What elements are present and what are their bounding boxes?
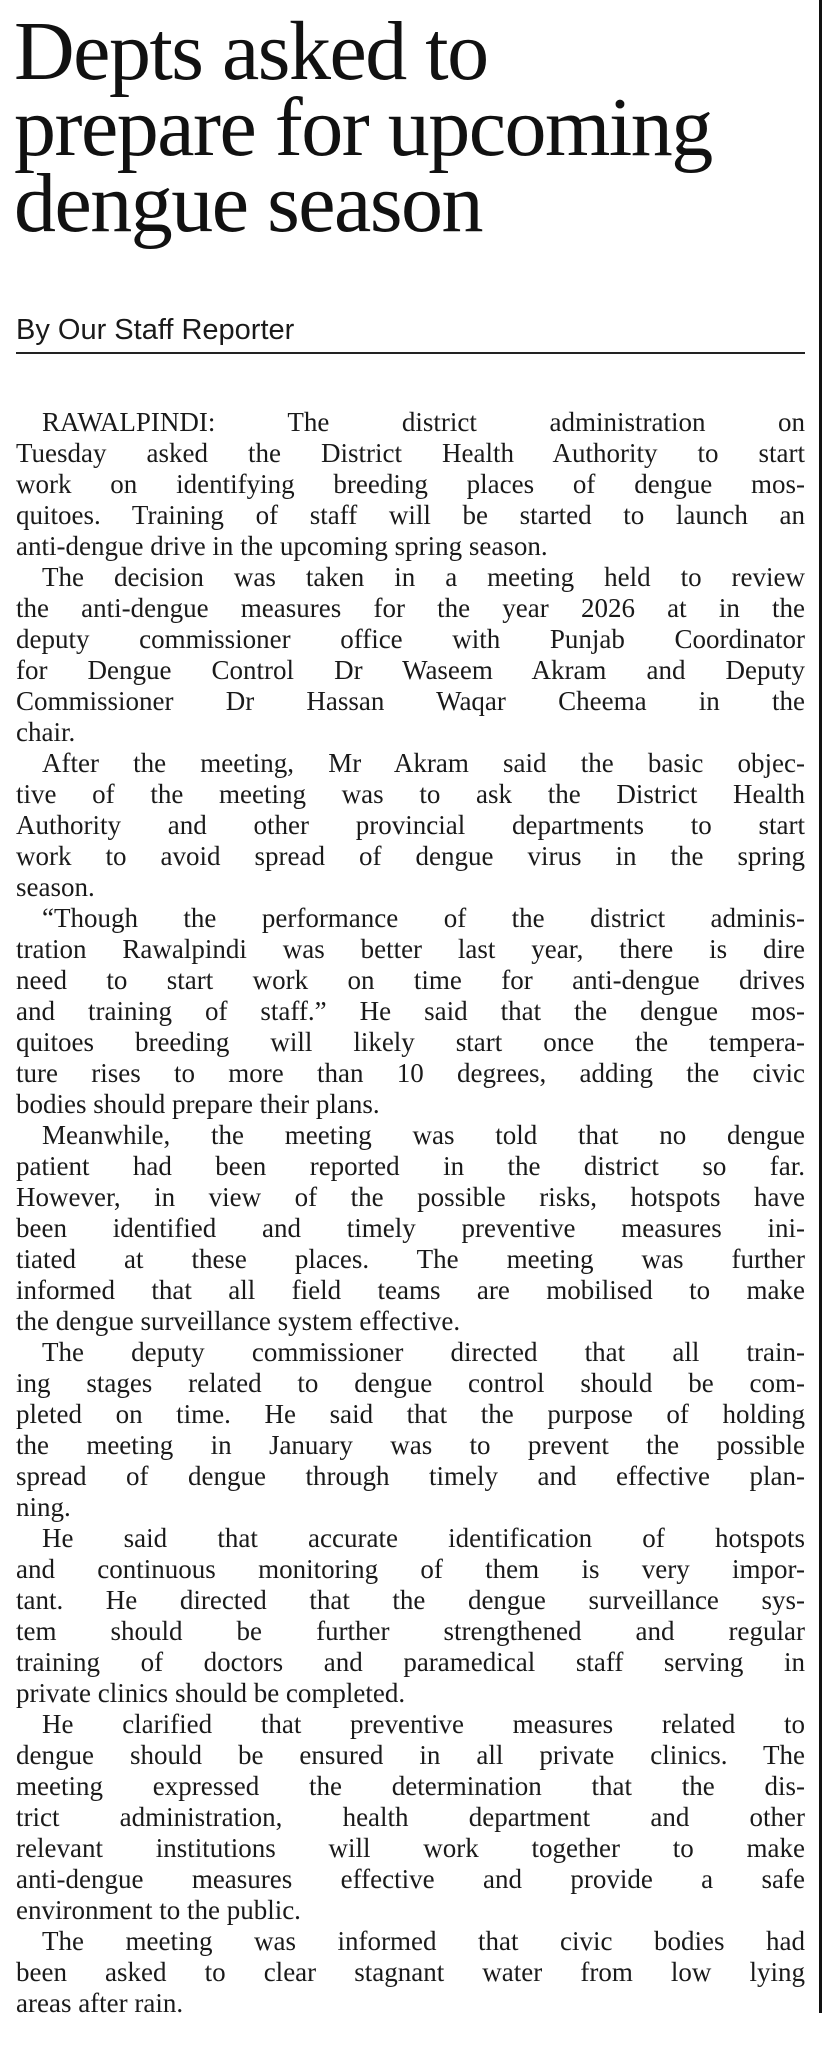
paragraph-line: for Dengue Control Dr Waseem Akram and Deputy xyxy=(16,655,805,685)
paragraph-line: chair. xyxy=(16,717,76,747)
paragraph-line: been identified and timely preventive measures ini- xyxy=(16,1213,805,1243)
paragraph-line: The meeting was informed that civic bodies had xyxy=(42,1926,805,1956)
headline-line: Depts asked to xyxy=(14,5,488,98)
paragraph-line: After the meeting, Mr Akram said the basic objec- xyxy=(42,748,805,778)
paragraph-line: ing stages related to dengue control should be com- xyxy=(16,1368,805,1398)
paragraph-line: Meanwhile, the meeting was told that no dengue xyxy=(42,1120,805,1150)
paragraph-line: training of doctors and paramedical staff serving in xyxy=(16,1647,805,1677)
paragraph-line: deputy commissioner office with Punjab Coordinator xyxy=(16,624,805,654)
paragraph-line: and continuous monitoring of them is very impor- xyxy=(16,1554,805,1584)
paragraph-line: the meeting in January was to prevent the possible xyxy=(16,1430,805,1460)
paragraph-line: pleted on time. He said that the purpose of holding xyxy=(16,1399,805,1429)
paragraph-line: anti-dengue measures effective and provide a safe xyxy=(16,1864,805,1894)
paragraph-line: The deputy commissioner directed that all train- xyxy=(42,1337,805,1367)
paragraph-line: relevant institutions will work together to make xyxy=(16,1833,805,1863)
paragraph-line: season. xyxy=(16,872,95,902)
paragraph-line: work on identifying breeding places of dengue mos- xyxy=(16,469,805,499)
paragraph-line: Commissioner Dr Hassan Waqar Cheema in the xyxy=(16,686,805,716)
headline xyxy=(14,5,814,250)
paragraph-line: the dengue surveillance system effective. xyxy=(16,1306,461,1336)
paragraph-line: The decision was taken in a meeting held to review xyxy=(42,562,805,592)
paragraph-line: dengue should be ensured in all private clinics. The xyxy=(16,1740,805,1770)
article-paragraph xyxy=(16,1120,805,1337)
paragraph-line: patient had been reported in the district so far. xyxy=(16,1151,805,1181)
paragraph-line: tration Rawalpindi was better last year, there is dire xyxy=(16,934,805,964)
paragraph-line: However, in view of the possible risks, hotspots have xyxy=(16,1182,805,1212)
paragraph-line: informed that all field teams are mobilised to make xyxy=(16,1275,805,1305)
paragraph-line: and training of staff.” He said that the dengue mos- xyxy=(16,996,805,1026)
paragraph-line: the anti-dengue measures for the year 2026 at in the xyxy=(16,593,805,623)
paragraph-line: private clinics should be completed. xyxy=(16,1678,406,1708)
paragraph-line: ture rises to more than 10 degrees, adding the civic xyxy=(16,1058,805,1088)
paragraph-line: Authority and other provincial departments to start xyxy=(16,810,805,840)
paragraph-line: areas after rain. xyxy=(16,1988,184,2018)
paragraph-line: spread of dengue through timely and effective plan- xyxy=(16,1461,805,1491)
paragraph-line: bodies should prepare their plans. xyxy=(16,1089,380,1119)
byline-divider xyxy=(16,352,805,354)
article-paragraph xyxy=(16,1337,805,1523)
paragraph-line: tiated at these places. The meeting was further xyxy=(16,1244,805,1274)
article-paragraph xyxy=(16,1926,805,2019)
headline-line: dengue season xyxy=(14,157,483,250)
article-paragraph xyxy=(16,748,805,903)
paragraph-line: RAWALPINDI: The district administration on xyxy=(42,407,805,437)
paragraph-line: tant. He directed that the dengue surveillance sys- xyxy=(16,1585,805,1615)
article-paragraph xyxy=(16,407,805,562)
paragraph-line: been asked to clear stagnant water from low lying xyxy=(16,1957,805,1987)
paragraph-line: “Though the performance of the district adminis- xyxy=(42,903,805,933)
article-paragraph xyxy=(16,1523,805,1709)
article-paragraph xyxy=(16,903,805,1120)
headline-line: prepare for upcoming xyxy=(14,81,712,174)
paragraph-line: quitoes. Training of staff will be started to launch an xyxy=(16,500,805,530)
article-paragraph xyxy=(16,1709,805,1926)
paragraph-line: Tuesday asked the District Health Authority to start xyxy=(16,438,805,468)
paragraph-line: need to start work on time for anti-dengue drives xyxy=(16,965,805,995)
paragraph-line: anti-dengue drive in the upcoming spring season. xyxy=(16,531,548,561)
paragraph-line: He said that accurate identification of hotspots xyxy=(42,1523,805,1553)
paragraph-line: He clarified that preventive measures related to xyxy=(42,1709,805,1739)
paragraph-line: meeting expressed the determination that the dis- xyxy=(16,1771,805,1801)
paragraph-line: tem should be further strengthened and regular xyxy=(16,1616,805,1646)
paragraph-line: trict administration, health department and other xyxy=(16,1802,805,1832)
byline: By Our Staff Reporter xyxy=(16,314,295,346)
column-border xyxy=(819,0,822,2013)
article-body xyxy=(16,407,805,2019)
paragraph-line: work to avoid spread of dengue virus in the spring xyxy=(16,841,805,871)
paragraph-line: tive of the meeting was to ask the District Health xyxy=(16,779,805,809)
paragraph-line: quitoes breeding will likely start once the tempera- xyxy=(16,1027,805,1057)
paragraph-line: environment to the public. xyxy=(16,1895,301,1925)
article-paragraph xyxy=(16,562,805,748)
paragraph-line: ning. xyxy=(16,1492,71,1522)
